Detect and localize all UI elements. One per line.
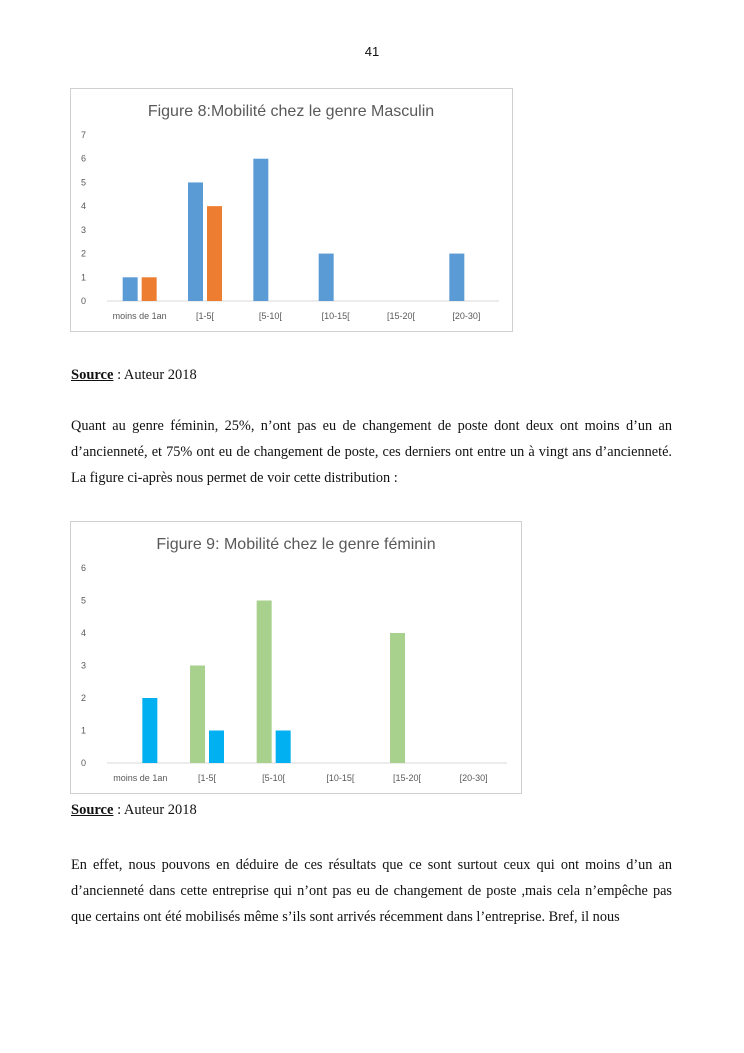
y-tick-label: 0 xyxy=(81,296,87,306)
paragraph-2: En effet, nous pouvons en déduire de ces résultats que ce sont surtout ceux qui ont moins d’un an d’ancienneté dans cette entreprise qui n’ont pas eu de changement de poste ,mais cela n’empêche pas que certains ont été mobilisés même s’ils sont arrivés récemment dans l’entreprise. Bref, il nous xyxy=(71,857,672,925)
bar xyxy=(188,182,203,301)
y-tick-label: 4 xyxy=(81,201,87,212)
y-tick-label: 1 xyxy=(81,272,87,283)
figure-8-chart xyxy=(70,88,513,332)
x-tick-label: [10-15[ xyxy=(321,311,350,321)
x-tick-label: [10-15[ xyxy=(326,773,355,783)
paragraph-1: Quant au genre féminin, 25%, n’ont pas eu de changement de poste dont deux ont moins d’un an d’ancienneté, et 75% ont eu de changement de poste, ces derniers ont entre un à vingt ans d’ancienneté. La figure ci-après nous permet de voir cette distribution : xyxy=(71,418,672,486)
page-number: 41 xyxy=(364,44,380,59)
y-tick-label: 5 xyxy=(81,595,87,606)
figure-9-chart xyxy=(70,521,522,794)
figure-9-svg xyxy=(71,522,521,793)
x-tick-label: [15-20[ xyxy=(392,773,422,783)
x-tick-label: [5-10[ xyxy=(258,311,282,321)
y-tick-label: 6 xyxy=(81,563,87,573)
y-tick-label: 2 xyxy=(81,248,87,259)
bar xyxy=(449,254,464,301)
bar xyxy=(142,277,157,301)
x-tick-label: [5-10[ xyxy=(262,773,286,783)
y-tick-label: 1 xyxy=(81,725,87,736)
bar xyxy=(209,731,224,764)
x-tick-label: [15-20[ xyxy=(386,311,416,321)
x-tick-label: [20-30] xyxy=(452,311,481,321)
source-label: Source xyxy=(71,802,114,818)
bar xyxy=(207,206,222,301)
x-tick-label: moins de 1an xyxy=(113,773,168,783)
source-text: : Auteur 2018 xyxy=(113,802,197,818)
y-tick-label: 6 xyxy=(81,153,87,164)
y-tick-label: 7 xyxy=(81,130,87,140)
source-text: : Auteur 2018 xyxy=(113,367,197,383)
bar xyxy=(257,601,272,764)
bar xyxy=(123,277,138,301)
source-note-2 xyxy=(71,802,197,819)
bar xyxy=(319,254,334,301)
x-tick-label: [1-5[ xyxy=(195,311,215,321)
y-tick-label: 3 xyxy=(81,660,87,671)
bar xyxy=(390,633,405,763)
y-tick-label: 5 xyxy=(81,177,87,188)
bar xyxy=(142,698,157,763)
y-tick-label: 0 xyxy=(81,758,87,768)
figure-9-title: Figure 9: Mobilité chez le genre féminin xyxy=(156,536,436,553)
x-tick-label: [1-5[ xyxy=(197,773,217,783)
bar xyxy=(276,731,291,764)
source-label: Source xyxy=(71,367,114,383)
figure-8-title: Figure 8:Mobilité chez le genre Masculin xyxy=(147,103,435,120)
source-note-1 xyxy=(71,367,197,384)
bar xyxy=(190,666,205,764)
y-tick-label: 3 xyxy=(81,224,87,235)
figure-8-svg xyxy=(71,89,512,331)
x-tick-label: [20-30] xyxy=(459,773,488,783)
bar xyxy=(253,159,268,301)
y-tick-label: 2 xyxy=(81,693,87,703)
y-tick-label: 4 xyxy=(81,628,87,638)
x-tick-label: moins de 1an xyxy=(112,311,167,321)
